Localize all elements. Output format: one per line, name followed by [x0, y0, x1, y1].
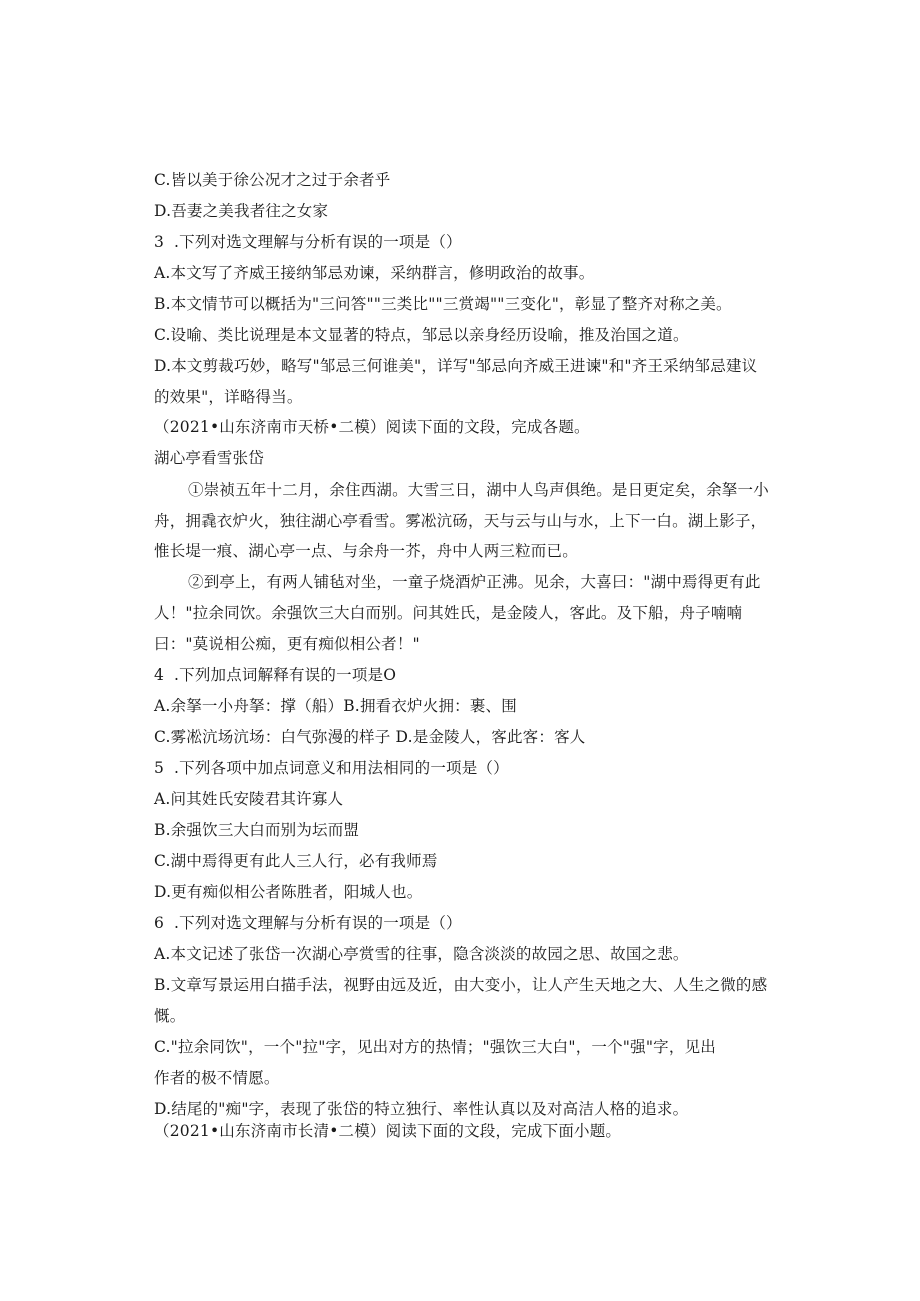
q6-stem-text: .下列对选文理解与分析有误的一项是（）	[174, 914, 462, 932]
q3-option-c: C.设喻、类比说理是本文显著的特点，邹忌以亲身经历设喻，推及治国之道。	[154, 326, 689, 344]
next-source: （2021•山东济南市长清•二模）阅读下面的文段，完成下面小题。	[154, 1122, 622, 1140]
passage-p2-line3: 曰："莫说相公痴，更有痴似相公者！"	[154, 635, 420, 653]
passage-title: 湖心亭看雪张岱	[154, 449, 264, 467]
passage-source: （2021•山东济南市天桥•二模）阅读下面的文段，完成各题。	[154, 418, 590, 436]
passage-p1-line2: 舟，拥毳衣炉火，独往湖心亭看雪。雾凇沆砀，天与云与山与水，上下一白。湖上影子，	[154, 512, 767, 530]
q5-number: 5	[154, 759, 165, 777]
passage-p1-line1: ①崇祯五年十二月，余住西湖。大雪三日，湖中人鸟声俱绝。是日更定矣，余拏一小	[188, 481, 769, 499]
q5-stem-text: .下列各项中加点词意义和用法相同的一项是（）	[174, 759, 509, 777]
q4-number: 4	[154, 666, 165, 684]
passage-p1-line3: 惟长堤一痕、湖心亭一点、与余舟一芥，舟中人两三粒而已。	[154, 542, 578, 560]
q2-option-d: D.吾妻之美我者往之女家	[154, 202, 329, 220]
q6-stem	[154, 913, 462, 933]
q4-stem	[154, 665, 396, 685]
q4-stem-text: .下列加点词解释有误的一项是O	[174, 666, 397, 684]
q5-stem	[154, 758, 509, 778]
passage-p2-line1: ②到亭上，有两人铺毡对坐，一童子烧酒炉正沸。见余，大喜曰："湖中焉得更有此	[188, 573, 761, 591]
q3-stem	[154, 232, 462, 252]
passage-p2-line2: 人！"拉余同饮。余强饮三大白而别。问其姓氏，是金陵人，客此。及下船，舟子喃喃	[154, 604, 743, 622]
q6-option-c-line2: 作者的极不情愿。	[154, 1069, 280, 1087]
q5-option-b: B.余强饮三大白而别为坛而盟	[154, 821, 360, 839]
q6-option-c-line1: C."拉余同饮"，一个"拉"字，见出对方的热情；"强饮三大白"，一个"强"字，见出	[154, 1038, 716, 1056]
q6-option-d: D.结尾的"痴"字，表现了张岱的特立独行、率性认真以及对高洁人格的追求。	[154, 1100, 689, 1118]
q6-number: 6	[154, 914, 165, 932]
q5-option-d: D.更有痴似相公者陈胜者，阳城人也。	[154, 883, 423, 901]
q3-option-a: A.本文写了齐威王接纳邹忌劝谏，采纳群言，修明政治的故事。	[154, 264, 595, 282]
q5-option-a: A.问其姓氏安陵君其许寡人	[154, 790, 344, 808]
q4-options-ab: A.余拏一小舟拏：撑（船）B.拥看衣炉火拥：裹、围	[154, 697, 517, 715]
q4-options-cd: C.雾凇沆场沆场：白气弥漫的样子 D.是金陵人，客此客：客人	[154, 728, 586, 746]
q6-option-a: A.本文记述了张岱一次湖心亭赏雪的往事，隐含淡淡的故园之思、故国之悲。	[154, 945, 689, 963]
q3-stem-text: .下列对选文理解与分析有误的一项是（）	[174, 233, 462, 251]
q2-option-c: C.皆以美于徐公况才之过于余者乎	[154, 171, 391, 189]
q6-option-b-line2: 慨。	[154, 1007, 186, 1025]
q6-option-b-line1: B.文章写景运用白描手法，视野由远及近，由大变小，让人产生天地之大、人生之微的感	[154, 976, 768, 994]
q3-option-b: B.本文情节可以概括为"三问答""三类比""三赏竭""三变化"，彰显了整齐对称之美。	[154, 295, 732, 313]
q3-option-d-line1: D.本文剪裁巧妙，略写"邹忌三何谁美"，详写"邹忌向齐威王进谏"和"齐王采纳邹忌建议	[154, 357, 758, 375]
q5-option-c: C.湖中焉得更有此人三人行，必有我师焉	[154, 852, 438, 870]
q3-number: 3	[154, 233, 165, 251]
q3-option-d-line2: 的效果"，详略得当。	[154, 388, 303, 406]
